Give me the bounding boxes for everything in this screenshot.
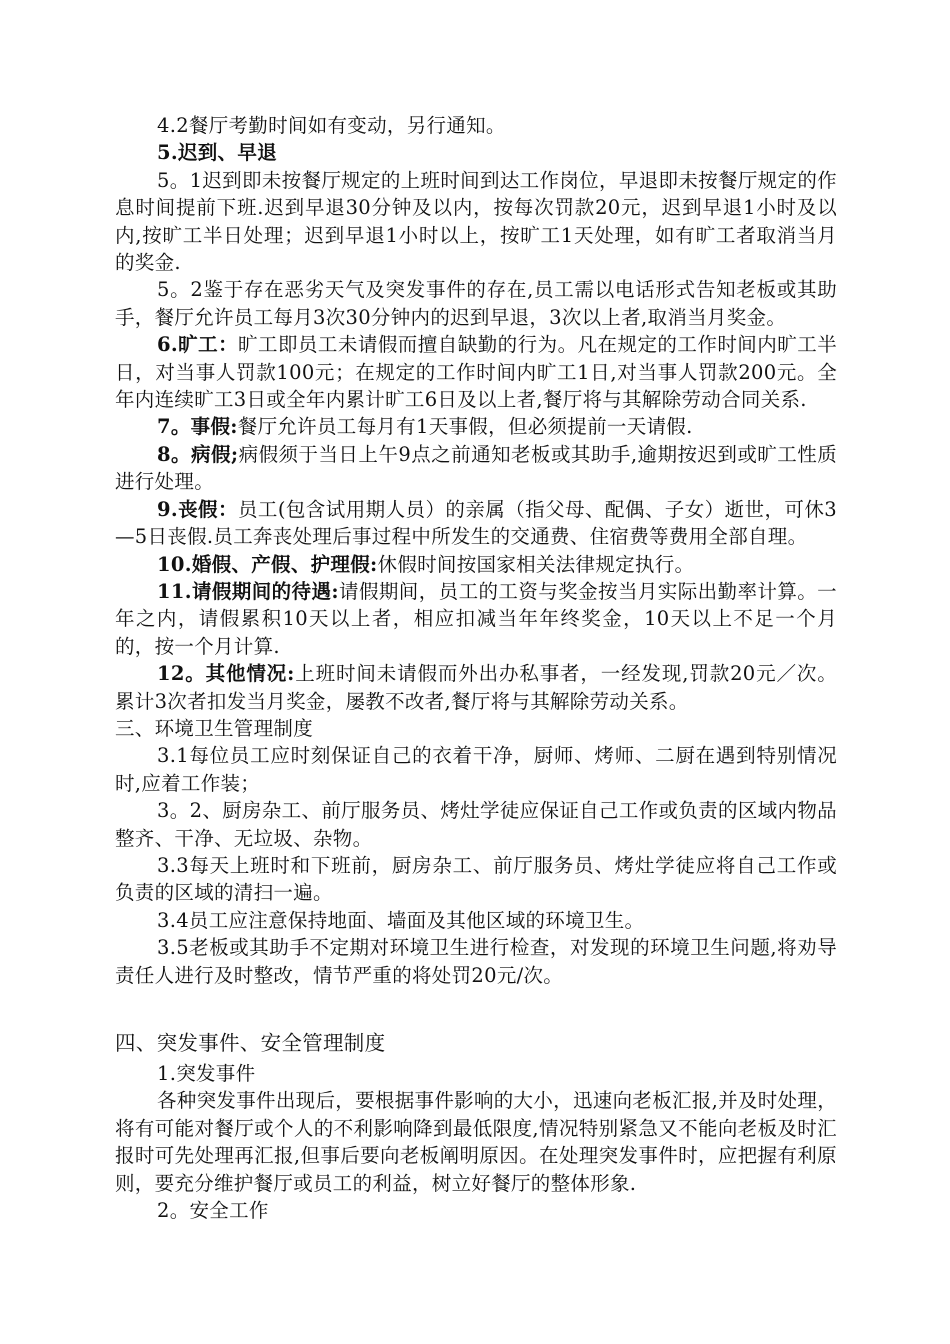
item-6-text: 旷工即员工未请假而擅自缺勤的行为。凡在规定的工作时间内旷工半日，对当事人罚款100元；在规定的工作时间内旷工1日,对当事人罚款200元。全年内连续旷工3日或全年内累计旷工6日及以上者,餐厅将与其解除劳动合同关系. [115,333,837,412]
item-7-personal-leave [115,413,837,440]
item-6-title: 6.旷工： [157,333,239,357]
item-7-text: 餐厅允许员工每月有1天事假，但必须提前一天请假. [237,415,693,439]
paragraph-3-2: 3。2、厨房杂工、前厅服务员、烤灶学徒应保证自己工作或负责的区域内物品整齐、干净、无垃圾、杂物。 [115,799,837,850]
item-11-title: 11.请假期间的待遇: [157,579,339,603]
paragraph-3-1: 3.1每位员工应时刻保证自己的衣着干净，厨师、烤师、二厨在遇到特别情况时,应着工作装； [115,744,837,795]
document-page [115,112,837,1224]
item-10-marriage-maternity-leave [115,551,837,578]
item-12-other [115,660,837,715]
subheading-safety: 2。安全工作 [157,1199,269,1223]
heading-5-late-early: 5.迟到、早退 [157,141,277,165]
item-11-leave-pay [115,578,837,660]
item-8-text: 病假须于当日上午9点之前通知老板或其助手,逾期按迟到或旷工性质进行处理。 [115,442,837,494]
paragraph-3-4: 3.4员工应注意保持地面、墙面及其他区域的环境卫生。 [157,908,645,932]
item-10-title: 10.婚假、产假、护理假: [157,552,378,576]
item-9-bereavement-leave [115,496,837,551]
paragraph-5-2: 5。2鉴于存在恶劣天气及突发事件的存在,员工需以电话形式告知老板或其助手，餐厅允许员工每月3次30分钟内的迟到早退，3次以上者,取消当月奖金。 [115,278,837,329]
section-4-heading: 四、突发事件、安全管理制度 [115,1031,386,1055]
item-8-title: 8。病假; [157,442,239,466]
paragraph-emergency: 各种突发事件出现后，要根据事件影响的大小，迅速向老板汇报,并及时处理，将有可能对餐厅或个人的不利影响降到最低限度,情况特别紧急又不能向老板及时汇报时可先处理再汇报,但事后要向老板阐明原因。在处理突发事件时，应把握有利原则，要充分维护餐厅或员工的利益，树立好餐厅的整体形象. [115,1089,837,1195]
item-12-text: 上班时间未请假而外出办私事者，一经发现,罚款20元／次。累计3次者扣发当月奖金，屡教不改者,餐厅将与其解除劳动关系。 [115,662,837,713]
item-9-title: 9.丧假： [157,497,238,521]
item-7-title: 7。事假: [157,415,238,439]
paragraph-3-3: 3.3每天上班时和下班前，厨房杂工、前厅服务员、烤灶学徒应将自己工作或负责的区域的清扫一遍。 [115,853,837,905]
paragraph-4-2: 4.2餐厅考勤时间如有变动，另行通知。 [157,114,506,137]
subheading-emergency: 1.突发事件 [157,1062,256,1085]
item-10-text: 休假时间按国家相关法律规定执行。 [377,552,695,576]
section-3-heading: 三、环境卫生管理制度 [115,716,314,740]
paragraph-5-1: 5。1迟到即未按餐厅规定的上班时间到达工作岗位，早退即未按餐厅规定的作息时间提前下班.迟到早退30分钟及以内，按每次罚款20元，迟到早退1小时及以内,按旷工半日处理；迟到早退1小时以上，按旷工1天处理，如有旷工者取消当月的奖金. [115,168,837,275]
item-8-sick-leave [115,441,837,496]
paragraph-3-5: 3.5老板或其助手不定期对环境卫生进行检查，对发现的环境卫生问题,将劝导责任人进行及时整改，情节严重的将处罚20元/次。 [115,936,837,987]
item-9-text: 员工(包含试用期人员）的亲属（指父母、配偶、子女）逝世，可休3—5日丧假.员工奔丧处理后事过程中所发生的交通费、住宿费等费用全部自理。 [115,497,837,549]
item-12-title: 12。其他情况: [157,662,295,686]
item-6-absenteeism [115,331,837,413]
item-11-text: 请假期间，员工的工资与奖金按当月实际出勤率计算。一年之内，请假累积10天以上者，相应扣减当年年终奖金，10天以上不足一个月的，按一个月计算. [115,579,837,658]
